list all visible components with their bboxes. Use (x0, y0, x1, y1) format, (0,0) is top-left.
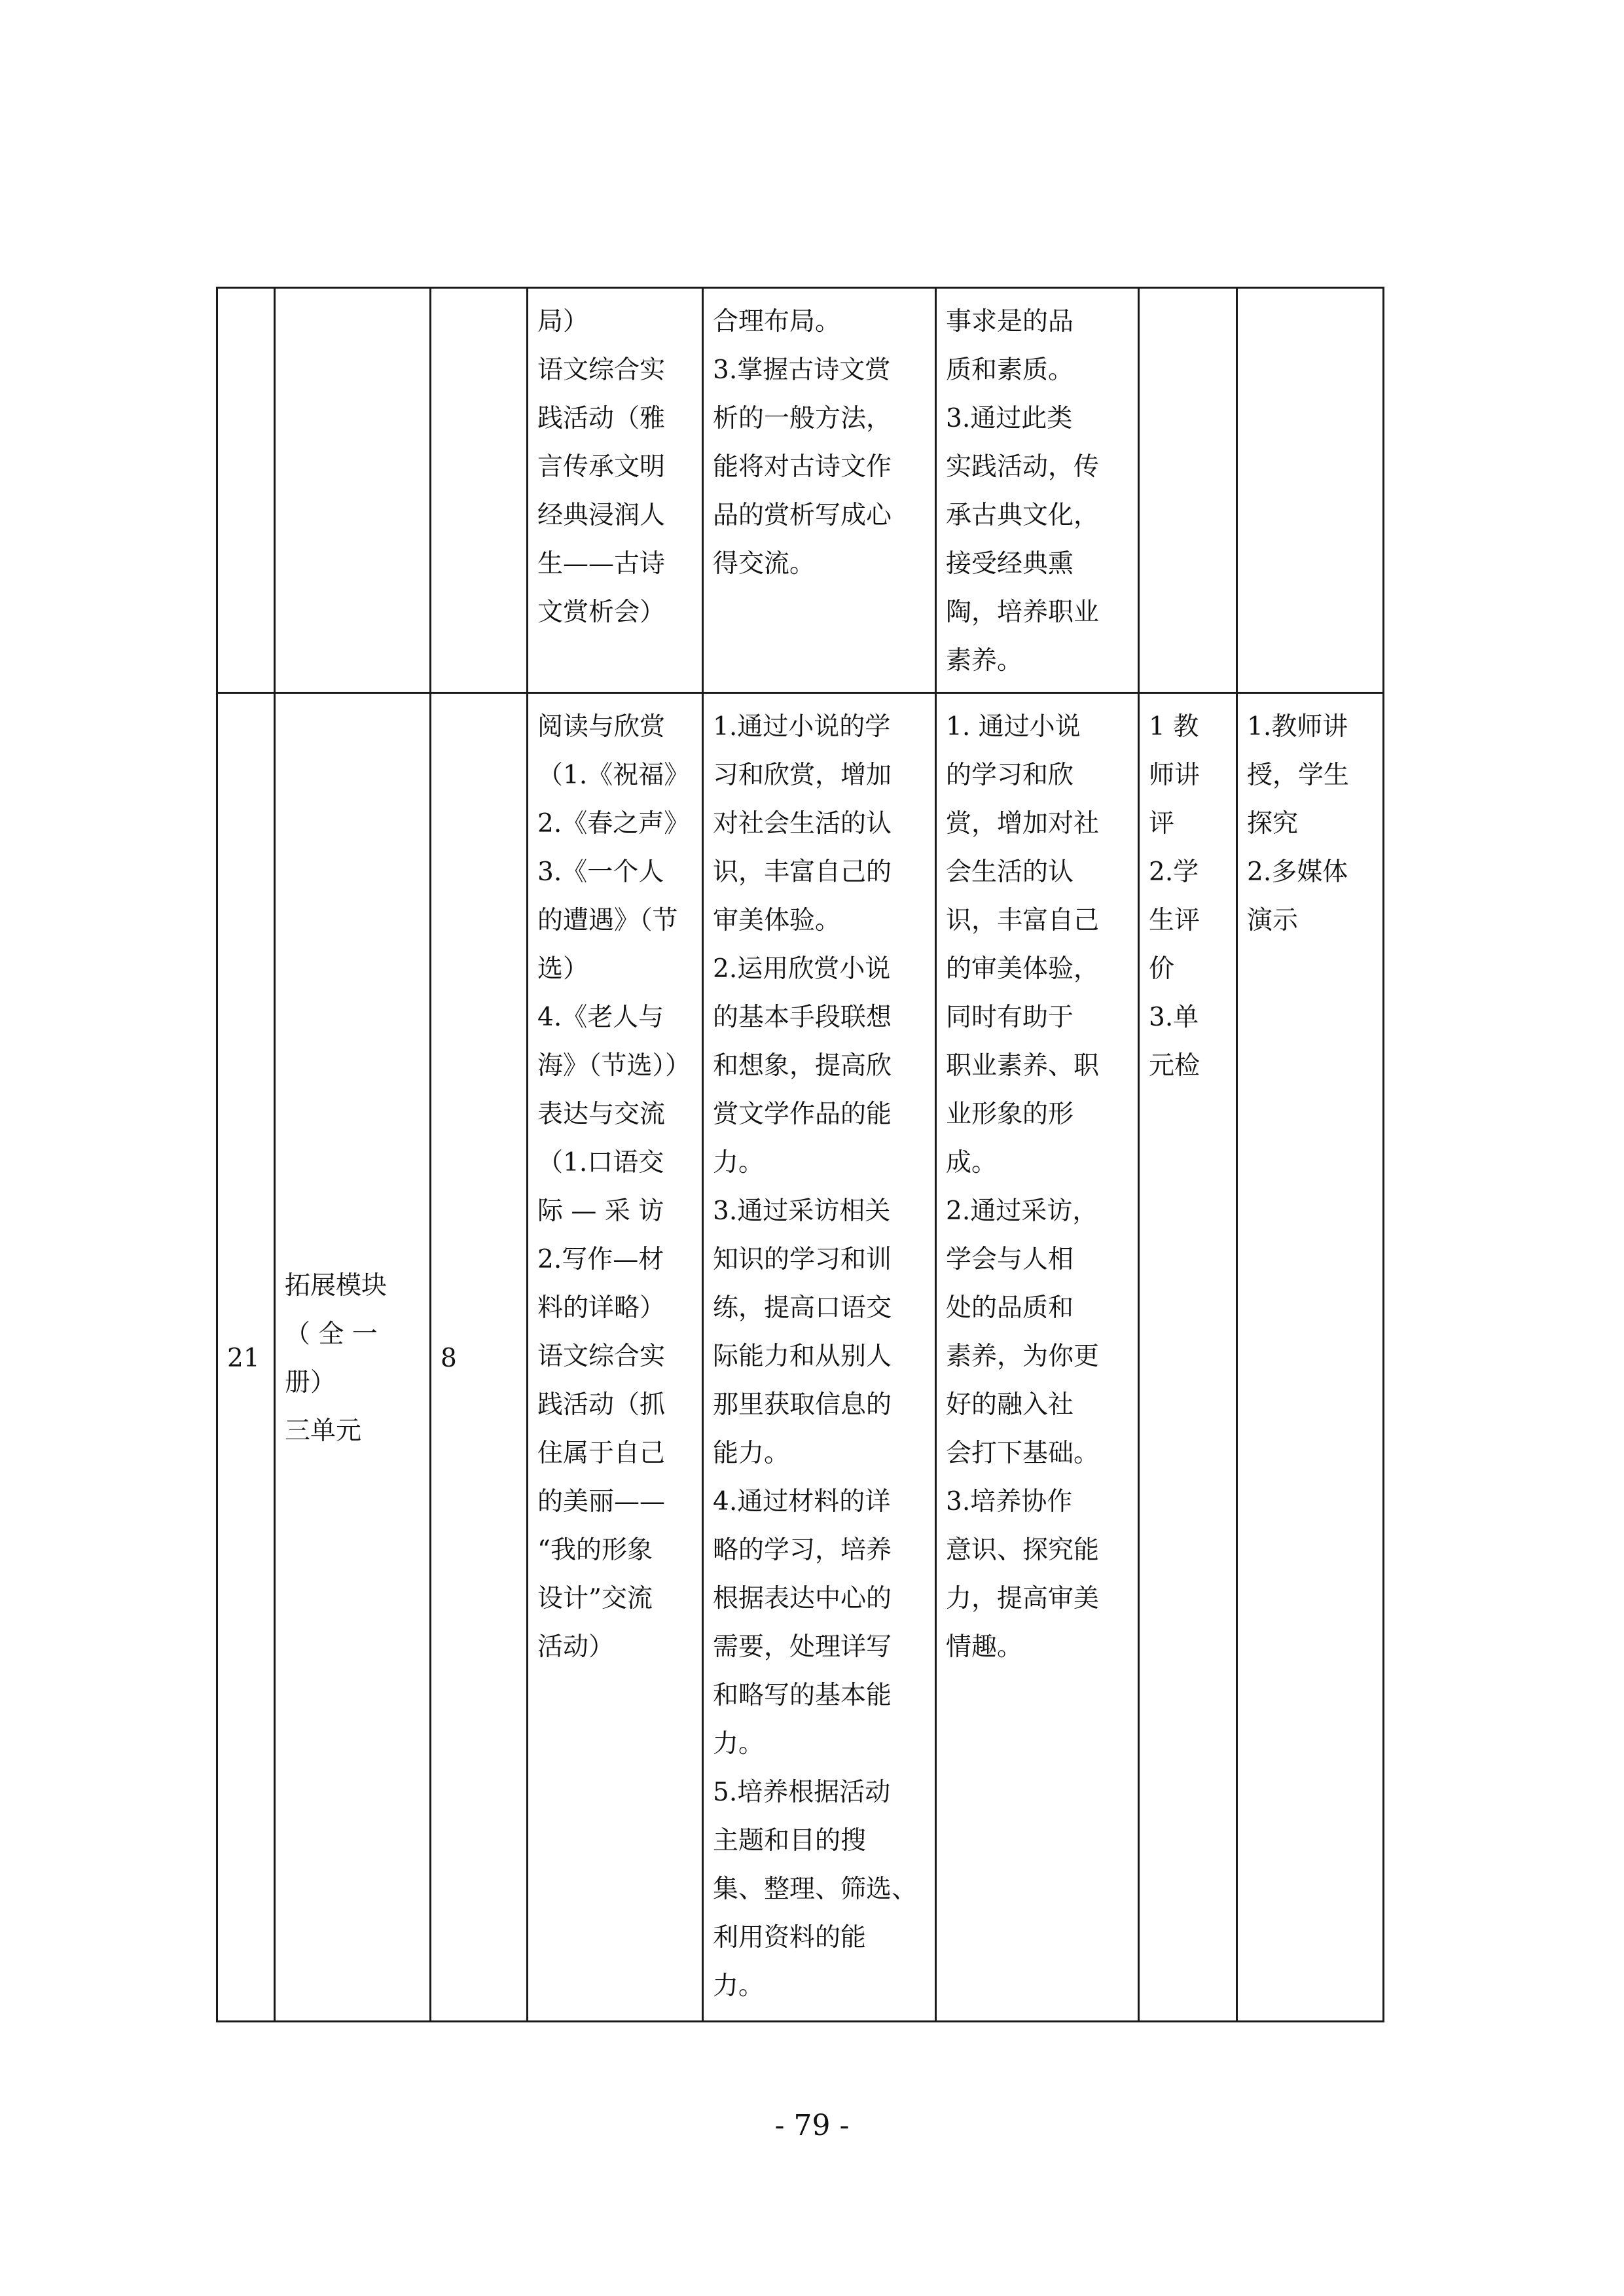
cell-text-line: 3.单 (1149, 1003, 1199, 1032)
cell-text-line: 2.《春之声》 (537, 809, 690, 838)
cell-text-line: 合理布局。 (713, 307, 841, 336)
lesson-number-cell (217, 693, 275, 2022)
cell-text-line: 1 教 (1149, 712, 1199, 742)
cell-text-line: 集、整理、筛选、 (713, 1874, 918, 1904)
cell-text-line: 素养。 (946, 646, 1023, 675)
cell-text-line: 学会与人相 (946, 1245, 1074, 1274)
cell-text-line: 事求是的品 (946, 307, 1074, 336)
cell-text-line: 力。 (713, 1729, 765, 1759)
cell-text-line: 价 (1149, 954, 1175, 984)
cell-text-line: 对社会生活的认 (713, 809, 892, 838)
literacy-cell (936, 288, 1139, 693)
cell-text-line: 1.教师讲 (1247, 712, 1348, 742)
cell-text-line: （1.《祝福》 (537, 761, 690, 790)
cell-text-line: 识，丰富自己 (946, 906, 1100, 935)
cell-text-line: 承古典文化， (946, 501, 1100, 530)
hours-cell (431, 693, 528, 2022)
cell-text-line: 审美体验。 (713, 906, 841, 935)
lesson-number-cell (217, 288, 275, 693)
cell-text-line: 能将对古诗文作 (713, 452, 892, 482)
objectives-cell (703, 693, 936, 2022)
cell-text-line: “我的形象 (537, 1535, 653, 1565)
cell-text-line: 4.《老人与 (537, 1003, 664, 1032)
cell-text-line: 设计”交流 (537, 1584, 653, 1613)
cell-text-line: 成。 (946, 1148, 998, 1177)
cell-text-line: 赏，增加对社 (946, 809, 1100, 838)
cell-text-line: 3.掌握古诗文赏 (713, 355, 891, 385)
cell-text-line: 的学习和欣 (946, 761, 1074, 790)
cell-text-line: 践活动（抓 (537, 1390, 666, 1420)
cell-text-line: 会生活的认 (946, 857, 1074, 887)
module-cell (275, 288, 431, 693)
content-cell (528, 288, 703, 693)
cell-text-line: 的遭遇》（节 (537, 906, 678, 935)
cell-text-line: 1. 通过小说 (946, 712, 1081, 742)
cell-text-line: 2.运用欣赏小说 (713, 954, 891, 984)
cell-text-line: 文赏析会） (537, 598, 666, 627)
cell-text-line: 授，学生 (1247, 761, 1350, 790)
cell-text-line: 力。 (713, 1148, 765, 1177)
table-row (217, 693, 1384, 2022)
cell-text-line: 拓展模块 (285, 1270, 388, 1300)
cell-text-line: 识，丰富自己的 (713, 857, 892, 887)
cell-text-line: 品的赏析写成心 (713, 501, 892, 530)
cell-text-line: 那里获取信息的 (713, 1390, 892, 1420)
cell-text-line: 生——古诗 (537, 549, 666, 579)
cell-text-line: 元检 (1149, 1051, 1200, 1081)
cell-text-line: 局） (537, 307, 589, 336)
cell-text-line: 3.通过此类 (946, 404, 1073, 433)
cell-text-line: 赏文学作品的能 (713, 1100, 892, 1129)
module-cell (275, 693, 431, 2022)
cell-text-line: 经典浸润人 (537, 501, 666, 530)
methods-cell (1237, 693, 1384, 2022)
hours-cell (431, 288, 528, 693)
cell-text-line: 生评 (1149, 906, 1200, 935)
cell-text-line: 能力。 (713, 1439, 790, 1468)
cell-text-line: 演示 (1247, 906, 1299, 935)
cell-text-line: 利用资料的能 (713, 1923, 867, 1952)
cell-text-line: 2.多媒体 (1247, 857, 1348, 887)
cell-text-line: 好的融入社 (946, 1390, 1074, 1420)
cell-text-line: 练，提高口语交 (713, 1293, 892, 1323)
cell-text-line: 的审美体验， (946, 954, 1100, 984)
cell-text-line: 职业素养、职 (946, 1051, 1100, 1081)
cell-text-line: 3.《一个人 (537, 857, 664, 887)
cell-text-line: 3.培养协作 (946, 1487, 1073, 1516)
cell-text-line: 言传承文明 (537, 452, 666, 482)
table-row (217, 288, 1384, 693)
cell-text-line: 探究 (1247, 809, 1299, 838)
cell-text-line: 和略写的基本能 (713, 1681, 892, 1710)
cell-text-line: 得交流。 (713, 549, 816, 579)
cell-text-line: 阅读与欣赏 (537, 712, 666, 742)
cell-text-line: 师讲 (1149, 761, 1200, 790)
cell-text-line: 力。 (713, 1971, 765, 2001)
cell-text-line: 住属于自己 (537, 1439, 666, 1468)
assessment-cell (1139, 288, 1237, 693)
cell-text-line: 践活动（雅 (537, 404, 666, 433)
cell-text-line: 三单元 (285, 1416, 362, 1446)
cell-text-line: 2.学 (1149, 857, 1199, 887)
cell-text-line: 5.培养根据活动 (713, 1778, 891, 1807)
cell-text-line: 际 — 采 访 (537, 1196, 664, 1226)
cell-text-line: （1.口语交 (537, 1148, 664, 1177)
syllabus-table (216, 287, 1384, 2022)
cell-text-line: 略的学习，培养 (713, 1535, 892, 1565)
page-number: - 79 - (774, 2109, 850, 2142)
cell-text-line: 质和素质。 (946, 355, 1074, 385)
cell-text-line: 册） (285, 1367, 336, 1397)
methods-cell (1237, 288, 1384, 693)
cell-text-line: 同时有助于 (946, 1003, 1074, 1032)
cell-text-line: 语文综合实 (537, 355, 666, 385)
cell-text-line: 实践活动，传 (946, 452, 1100, 482)
literacy-cell (936, 693, 1139, 2022)
cell-text-line: 会打下基础。 (946, 1439, 1100, 1468)
cell-text-line: 表达与交流 (537, 1100, 666, 1129)
cell-text-line: 意识、探究能 (946, 1535, 1100, 1565)
cell-text-line: 业形象的形 (946, 1100, 1074, 1129)
cell-text-line: 素养，为你更 (946, 1342, 1100, 1371)
cell-text-line: 主题和目的搜 (713, 1826, 867, 1856)
cell-text-line: 4.通过材料的详 (713, 1487, 891, 1516)
content-cell (528, 693, 703, 2022)
cell-text-line: 和想象，提高欣 (713, 1051, 892, 1081)
cell-text-line: 语文综合实 (537, 1342, 666, 1371)
cell-text-line: 情趣。 (946, 1632, 1023, 1662)
cell-text-line: 8 (441, 1343, 457, 1373)
cell-text-line: 活动） (537, 1632, 615, 1662)
cell-text-line: （ 全 一 (285, 1319, 378, 1349)
cell-text-line: 评 (1149, 809, 1175, 838)
cell-text-line: 需要，处理详写 (713, 1632, 892, 1662)
cell-text-line: 习和欣赏，增加 (713, 761, 892, 790)
cell-text-line: 2.通过采访， (946, 1196, 1098, 1226)
cell-text-line: 1.通过小说的学 (713, 712, 891, 742)
objectives-cell (703, 288, 936, 693)
cell-text-line: 处的品质和 (946, 1293, 1074, 1323)
assessment-cell (1139, 693, 1237, 2022)
cell-text-line: 根据表达中心的 (713, 1584, 892, 1613)
cell-text-line: 知识的学习和训 (713, 1245, 892, 1274)
cell-text-line: 海》（节选）） (537, 1051, 691, 1081)
cell-text-line: 的美丽—— (537, 1487, 666, 1516)
cell-text-line: 接受经典熏 (946, 549, 1074, 579)
cell-text-line: 际能力和从别人 (713, 1342, 892, 1371)
cell-text-line: 选） (537, 954, 589, 984)
cell-text-line: 2.写作—材 (537, 1245, 664, 1274)
cell-text-line: 3.通过采访相关 (713, 1196, 891, 1226)
cell-text-line: 21 (227, 1343, 260, 1373)
cell-text-line: 析的一般方法， (713, 404, 892, 433)
cell-text-line: 陶，培养职业 (946, 598, 1100, 627)
cell-text-line: 料的详略） (537, 1293, 666, 1323)
cell-text-line: 的基本手段联想 (713, 1003, 892, 1032)
cell-text-line: 力，提高审美 (946, 1584, 1100, 1613)
